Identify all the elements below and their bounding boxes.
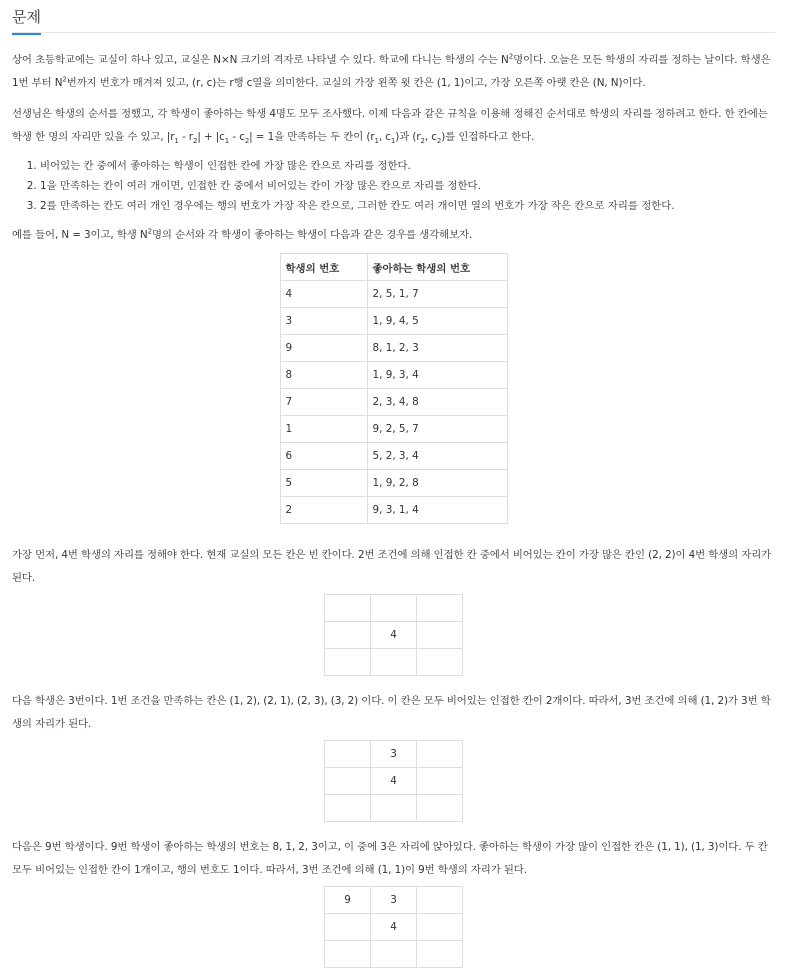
grid-cell <box>325 941 371 968</box>
grid-cell <box>417 914 463 941</box>
rule-item: 3. 2를 만족하는 칸도 여러 개인 경우에는 행의 번호가 가장 작은 칸으로, 그러한 칸도 여러 개이면 열의 번호가 가장 작은 칸으로 자리를 정한다. <box>40 196 775 216</box>
favorites-cell: 5, 2, 3, 4 <box>367 443 507 470</box>
column-header-student: 학생의 번호 <box>280 254 367 281</box>
preference-table <box>280 253 508 524</box>
subscript: 1 <box>224 137 230 146</box>
student-cell: 2 <box>280 497 367 524</box>
grid-row <box>325 622 463 649</box>
table-row <box>280 416 507 443</box>
grid-cell: 9 <box>325 887 371 914</box>
text-run: - r <box>178 131 193 143</box>
rules-intro-paragraph <box>12 103 775 149</box>
student-cell: 7 <box>280 389 367 416</box>
subscript: 2 <box>192 137 198 146</box>
text-run: 선생님은 학생의 순서를 정했고, 각 학생이 좋아하는 학생 4명도 모두 조사했다. 이제 다음과 같은 규칙을 이용해 정해진 순서대로 학생의 자리를 정하려고 한다. 한 칸에는 학생 한 명의 자리만 있을 수 있고, |r <box>12 108 768 143</box>
text-run: 예를 들어, N = 3이고, 학생 N <box>12 229 148 241</box>
intro-text-2: 명이다. 오늘은 모든 학생의 자리를 정하는 날이다. 학생은 1번 부터 N <box>12 54 771 89</box>
grid-cell <box>417 741 463 768</box>
text-run: - c <box>229 131 245 143</box>
step-3-paragraph: 다음은 9번 학생이다. 9번 학생이 좋아하는 학생의 번호는 8, 1, 2, 3이고, 이 중에 3은 자리에 앉아있다. 좋아하는 학생이 가장 많이 인접한 칸은 (1, 1), (1, 3)이다. 두 칸 모두 비어있는 인접한 칸이 1개이고, 행의 번호도 1이다. 따라서, 3번 조건에 의해 (1, 1)이 9번 학생의 자리가 된다. <box>12 841 768 876</box>
student-cell: 5 <box>280 470 367 497</box>
classroom-grid-3 <box>324 886 463 968</box>
intro-text-3: 번까지 번호가 매겨져 있고, (r, c)는 r행 c열을 의미한다. 교실의 가장 왼쪽 윗 칸은 (1, 1)이고, 가장 오른쪽 아랫 칸은 (N, N)이다. <box>66 77 646 89</box>
student-cell: 4 <box>280 281 367 308</box>
text-run: | + |c <box>197 131 225 143</box>
table-row <box>280 308 507 335</box>
example-paragraph <box>12 224 775 247</box>
intro-paragraph <box>12 49 775 95</box>
classroom-grid-2 <box>324 740 463 822</box>
grid-row <box>325 595 463 622</box>
table-row <box>280 281 507 308</box>
grid-row <box>325 768 463 795</box>
column-header-favorites: 좋아하는 학생의 번호 <box>367 254 507 281</box>
table-row <box>280 362 507 389</box>
step-2-paragraph: 다음 학생은 3번이다. 1번 조건을 만족하는 칸은 (1, 2), (2, 1), (2, 3), (3, 2) 이다. 이 칸은 모두 비어있는 인접한 칸이 2개이다. 따라서, 3번 조건에 의해 (1, 2)가 3번 학생의 자리가 된다. <box>12 695 771 730</box>
grid-cell <box>417 768 463 795</box>
subscript: 1 <box>390 137 396 146</box>
superscript: 2 <box>62 75 67 84</box>
subscript: 2 <box>436 137 442 146</box>
rules-list <box>12 156 775 216</box>
student-cell: 9 <box>280 335 367 362</box>
student-cell: 3 <box>280 308 367 335</box>
grid-cell <box>371 795 417 822</box>
grid-cell <box>417 595 463 622</box>
grid-row <box>325 649 463 676</box>
grid-cell <box>325 649 371 676</box>
classroom-grid-1 <box>324 594 463 676</box>
grid-cell <box>371 941 417 968</box>
section-title: 문제 <box>12 6 41 35</box>
favorites-cell: 2, 3, 4, 8 <box>367 389 507 416</box>
grid-cell <box>325 914 371 941</box>
text-run: 명의 순서와 각 학생이 좋아하는 학생이 다음과 같은 경우를 생각해보자. <box>151 229 473 241</box>
grid-cell <box>371 595 417 622</box>
favorites-cell: 9, 3, 1, 4 <box>367 497 507 524</box>
table-row <box>280 335 507 362</box>
favorites-cell: 8, 1, 2, 3 <box>367 335 507 362</box>
text-run: )를 인접하다고 한다. <box>441 131 535 143</box>
table-row <box>280 389 507 416</box>
grid-cell: 4 <box>371 768 417 795</box>
table-row <box>280 497 507 524</box>
grid-cell <box>417 941 463 968</box>
grid-cell <box>417 622 463 649</box>
grid-row <box>325 795 463 822</box>
grid-cell <box>325 768 371 795</box>
table-header-row <box>280 254 507 281</box>
rule-item: 2. 1을 만족하는 칸이 여러 개이면, 인접한 칸 중에서 비어있는 칸이 가장 많은 칸으로 자리를 정한다. <box>40 176 775 196</box>
subscript: 1 <box>174 137 179 146</box>
student-cell: 1 <box>280 416 367 443</box>
favorites-cell: 1, 9, 2, 8 <box>367 470 507 497</box>
superscript: 2 <box>147 227 152 236</box>
section-header <box>12 0 775 33</box>
subscript: 2 <box>244 137 250 146</box>
grid-cell: 4 <box>371 914 417 941</box>
text-run: , c <box>378 131 391 143</box>
grid-cell <box>325 795 371 822</box>
subscript: 2 <box>420 137 425 146</box>
favorites-cell: 9, 2, 5, 7 <box>367 416 507 443</box>
grid-cell <box>417 887 463 914</box>
grid-cell: 3 <box>371 887 417 914</box>
grid-cell <box>417 649 463 676</box>
grid-cell: 3 <box>371 741 417 768</box>
text-run: | = 1을 만족하는 두 칸이 (r <box>249 131 375 143</box>
student-cell: 8 <box>280 362 367 389</box>
grid-row <box>325 741 463 768</box>
grid-cell <box>325 741 371 768</box>
grid-cell <box>325 595 371 622</box>
grid-cell: 4 <box>371 622 417 649</box>
table-row <box>280 470 507 497</box>
favorites-cell: 2, 5, 1, 7 <box>367 281 507 308</box>
text-run: )과 (r <box>395 131 421 143</box>
student-cell: 6 <box>280 443 367 470</box>
favorites-cell: 1, 9, 4, 5 <box>367 308 507 335</box>
grid-cell <box>417 795 463 822</box>
favorites-cell: 1, 9, 3, 4 <box>367 362 507 389</box>
step-1-paragraph: 가장 먼저, 4번 학생의 자리를 정해야 한다. 현재 교실의 모든 칸은 빈 칸이다. 2번 조건에 의해 인접한 칸 중에서 비어있는 칸이 가장 많은 칸인 (2, 2)이 4번 학생의 자리가 된다. <box>12 549 772 584</box>
grid-cell <box>325 622 371 649</box>
grid-row <box>325 887 463 914</box>
table-row <box>280 443 507 470</box>
superscript: 2 <box>508 52 514 61</box>
text-run: , c <box>424 131 437 143</box>
grid-cell <box>371 649 417 676</box>
subscript: 1 <box>374 137 379 146</box>
grid-row <box>325 941 463 968</box>
rule-item: 1. 비어있는 칸 중에서 좋아하는 학생이 인접한 칸에 가장 많은 칸으로 자리를 정한다. <box>40 156 775 176</box>
intro-text-1: 상어 초등학교에는 교실이 하나 있고, 교실은 N×N 크기의 격자로 나타낼 수 있다. 학교에 다니는 학생의 수는 N <box>12 54 509 66</box>
grid-row <box>325 914 463 941</box>
